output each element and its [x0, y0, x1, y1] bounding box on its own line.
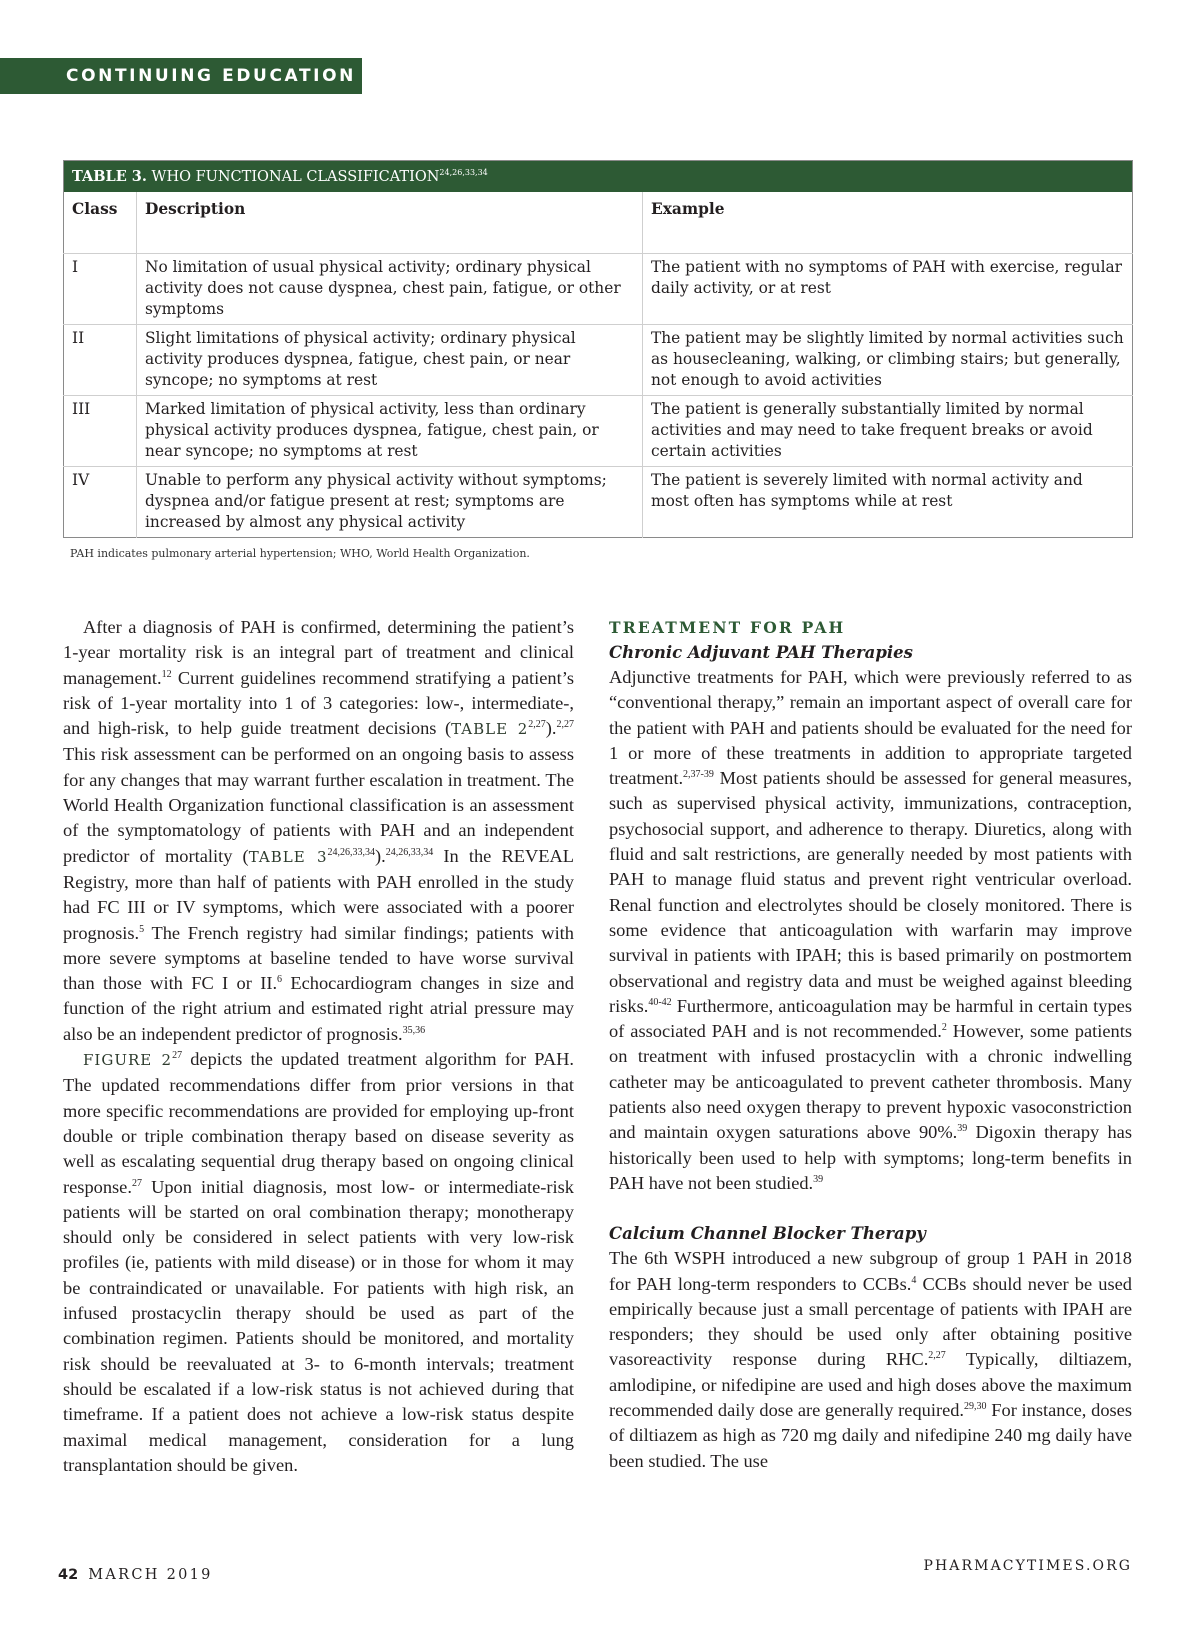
table-row [64, 467, 1133, 538]
example-cell: The patient with no symptoms of PAH with exercise, regular daily activity, or at rest [643, 254, 1133, 325]
page-footer-left [58, 1567, 213, 1583]
subsection-heading: Chronic Adjuvant PAH Therapies [609, 643, 913, 662]
table-title-prefix: TABLE 3. [72, 168, 147, 185]
table-title [64, 161, 1133, 193]
class-cell: III [64, 396, 137, 467]
table-row [64, 325, 1133, 396]
text-run: Echocardiogram changes in size and function of the right atrium and estimated right atrial pressure may also be an independent predictor of prognosis. [63, 973, 574, 1044]
text-run: This risk assessment can be performed on an ongoing basis to assess for any changes that may warrant further escalation in treatment. The World Health Organization functional classification is an assessment of the symptomatology of patients with PAH and an independent predictor of mortality ( [63, 744, 574, 866]
citation: 2 [941, 1022, 947, 1034]
table-reference: TABLE 2 [451, 720, 529, 739]
example-cell: The patient is generally substantially limited by normal activities and may need to take frequent breaks or avoid certain activities [643, 396, 1133, 467]
citation: 40-42 [648, 996, 672, 1008]
class-cell: I [64, 254, 137, 325]
site-url: PHARMACYTIMES.ORG [923, 1558, 1132, 1574]
table-title-row [64, 161, 1133, 193]
text-run: In the REVEAL Registry, more than half of patients with PAH enrolled in the study had FC III or IV symptoms, which were associated with a poorer prognosis. [63, 845, 574, 943]
text-run: Current guidelines recommend stratifying a patient’s risk of 1-year mortality into 1 of 3 categories: low-, intermediate-, and high-risk, to help guide treatment decisions ( [63, 667, 574, 739]
citation: 2,27 [556, 719, 575, 731]
description-cell: Marked limitation of physical activity, less than ordinary physical activity produces dyspnea, fatigue, chest pain, or near syncope; no symptoms at rest [137, 396, 643, 467]
text-run: Typically, diltiazem, amlodipine, or nifedipine are used and high doses above the maximum recommended daily dose are generally required. [609, 1349, 1132, 1421]
table-reference: TABLE 3 [248, 847, 328, 866]
text-run: depicts the updated treatment algorithm for PAH. The updated recommendations differ from prior versions in that more specific recommendations are provided for employing up-front double or triple combination therapy based on disease severity as well as escalating sequential drug therapy based on ongoing clinical response. [63, 1049, 574, 1197]
table-title-citation: 24,26,33,34 [439, 168, 488, 178]
citation: 27 [131, 1177, 142, 1189]
text-run: For instance, doses of diltiazem as high as 720 mg daily and nifedipine 240 mg daily have been studied. The use [609, 1400, 1133, 1471]
citation: 2,37-39 [683, 769, 714, 781]
body-paragraph [609, 1246, 1132, 1474]
page-number: 42 [58, 1567, 79, 1583]
body-paragraph [63, 1047, 574, 1478]
text-run: Digoxin therapy has historically been used to help with symptoms; long-term benefits in PAH have not been studied. [609, 1122, 1132, 1193]
column-header-example: Example [651, 200, 725, 218]
body-paragraph [63, 615, 574, 1047]
table-footnote: PAH indicates pulmonary arterial hypertension; WHO, World Health Organization. [70, 547, 530, 560]
citation: 2,27 [928, 1350, 946, 1362]
table-header-row [64, 192, 1133, 254]
table-row [64, 254, 1133, 325]
citation: 27 [172, 1049, 183, 1061]
class-cell: IV [64, 467, 137, 538]
description-cell: Unable to perform any physical activity without symptoms; dyspnea and/or fatigue present at rest; symptoms are increased by almost any physical activity [137, 467, 643, 538]
citation: 4 [911, 1274, 917, 1286]
column-header-description: Description [137, 192, 643, 254]
citation: 39 [813, 1173, 824, 1185]
citation: 39 [957, 1123, 968, 1135]
who-classification-table [63, 160, 1133, 538]
text-run: ). [375, 845, 386, 866]
section-heading: TREATMENT FOR PAH [609, 618, 846, 637]
issue-date: MARCH 2019 [88, 1567, 213, 1583]
text-run: Upon initial diagnosis, most low- or intermediate-risk patients will be started on oral combination therapy; monotherapy should only be considered in select patients with very low-risk profiles (ie, patients with mild disease) or in those for whom it may be contraindicated or unavailable. For patients with high risk, an infused prostacyclin therapy should be used as part of the combination regimen. Patients should be monitored, and mortality risk should be reevaluated at 3- to 6-month intervals; treatment should be escalated if a low-risk status is not achieved during that timeframe. If a patient does not achieve a low-risk status despite maximal medical management, consideration for a lung transplantation should be given. [63, 1176, 574, 1475]
figure-reference: FIGURE 2 [83, 1051, 173, 1070]
text-run: Adjunctive treatments for PAH, which were previously referred to as “conventional therapy,” remain an important aspect of overall care for the patient with PAH and patients should be evaluated for the need for 1 or more of these treatments in addition to appropriate targeted treatment. [609, 667, 1132, 789]
section-banner: CONTINUING EDUCATION [0, 58, 362, 94]
column-header-class: Class [64, 192, 137, 254]
citation: 29,30 [964, 1400, 987, 1412]
text-run: Most patients should be assessed for general measures, such as supervised physical activity, immunizations, contraception, psychosocial support, and adherence to therapy. Diuretics, along with fluid and salt restrictions, are generally needed by most patients with PAH to manage fluid status and prevent right ventricular overload. Renal function and electrolytes should be closely monitored. There is some evidence that anticoagulation with warfarin may improve survival in patients with IPAH; this is based primarily on postmortem observational and registry data and must be weighed against bleeding risks. [609, 768, 1132, 1016]
description-cell: Slight limitations of physical activity; ordinary physical activity produces dyspnea, fatigue, chest pain, or near syncope; no symptoms at rest [137, 325, 643, 396]
text-run: After a diagnosis of PAH is confirmed, determining the patient’s 1-year mortality risk is an integral part of treatment and clinical management. [63, 617, 574, 688]
citation: 6 [277, 974, 283, 986]
text-run: The 6th WSPH introduced a new subgroup of group 1 PAH in 2018 for PAH long-term responders to CCBs. [609, 1248, 1132, 1294]
example-cell: The patient is severely limited with normal activity and most often has symptoms while at rest [643, 467, 1133, 538]
text-run: However, some patients on treatment with infused prostacyclin with a chronic indwelling catheter may be anticoagulated to prevent catheter thrombosis. Many patients also need oxygen therapy to prevent hypoxic vasoconstriction and maintain oxygen saturations above 90%. [609, 1021, 1133, 1143]
example-cell: The patient may be slightly limited by normal activities such as housecleaning, walking, or climbing stairs; but generally, not enough to avoid activities [643, 325, 1133, 396]
right-column [609, 615, 1132, 1474]
class-cell: II [64, 325, 137, 396]
description-cell: No limitation of usual physical activity; ordinary physical activity does not cause dyspnea, chest pain, fatigue, or other symptoms [137, 254, 643, 325]
subsection-heading: Calcium Channel Blocker Therapy [609, 1224, 926, 1244]
left-column [63, 615, 574, 1478]
who-classification-table-container [63, 160, 1132, 560]
citation: 24,26,33,34 [385, 846, 434, 858]
text-run: Furthermore, anticoagulation may be harmful in certain types of associated PAH and is not recommended. [609, 995, 1132, 1042]
table-title-text: WHO FUNCTIONAL CLASSIFICATION [151, 169, 440, 185]
citation: 12 [161, 668, 172, 680]
citation: 5 [139, 923, 145, 935]
text-run: The French registry had similar findings; patients with more severe symptoms at baseline tended to have worse survival than those with FC I or II. [63, 922, 574, 994]
table-row [64, 396, 1133, 467]
citation: 24,26,33,34 [327, 846, 375, 858]
paragraph-gap [609, 1196, 1132, 1221]
citation: 2,27 [528, 719, 546, 731]
body-paragraph [609, 665, 1132, 1196]
citation: 35,36 [402, 1024, 426, 1036]
text-run: ). [545, 718, 557, 739]
text-run: CCBs should never be used empirically because just a small percentage of patients with IPAH are responders; they should be used only after obtaining positive vasoreactivity response during RHC. [609, 1273, 1132, 1370]
